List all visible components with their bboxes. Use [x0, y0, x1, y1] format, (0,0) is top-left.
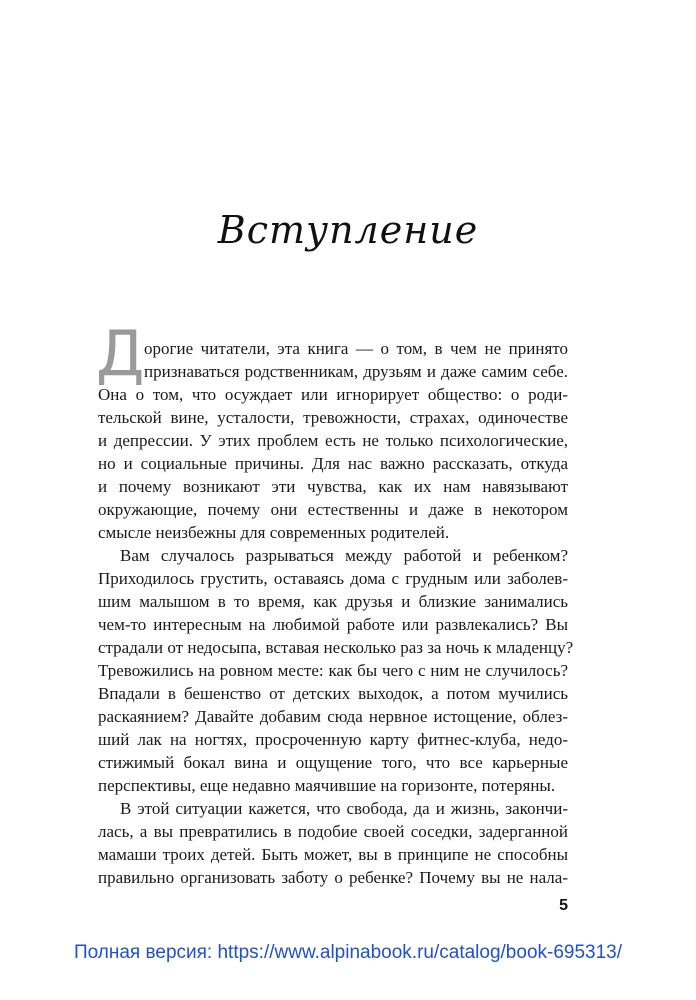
- text-line: Приходилось грустить, оставаясь дома с грудным или заболев-: [98, 569, 568, 588]
- text-line: и почему возникают эти чувства, как их нам навязывают: [98, 477, 568, 496]
- text-line: признаваться родственникам, друзьям и даже самим себе.: [144, 362, 568, 381]
- text-line: тельской вине, усталости, тревожности, страхах, одиночестве: [98, 408, 568, 427]
- text-line: орогие читатели, эта книга — о том, в чем не принято: [144, 339, 568, 358]
- text-line: страдали от недосыпа, вставая несколько раз за ночь к младенцу?: [98, 638, 574, 657]
- page-number: 5: [559, 897, 568, 914]
- text-line: ший лак на ногтях, просроченную карту фитнес-клуба, недо-: [98, 730, 568, 749]
- text-line: лась, а вы превратились в подобие своей соседки, задерганной: [98, 822, 568, 841]
- text-line: Она о том, что осуждает или игнорирует общество: о роди-: [98, 385, 568, 404]
- text-line: Тревожились на ровном месте: как бы чего с ним не случилось?: [98, 661, 568, 680]
- text-line: шим малышом в то время, как друзья и близкие занимались: [98, 592, 568, 611]
- text-line: правильно организовать заботу о ребенке? Почему вы не нала-: [98, 868, 568, 887]
- text-line: стижимый бокал вина и ощущение того, что все карьерные: [98, 753, 568, 772]
- text-line: В этой ситуации кажется, что свобода, да и жизнь, закончи-: [120, 799, 568, 818]
- text-line: но и социальные причины. Для нас важно рассказать, откуда: [98, 454, 568, 473]
- drop-cap-letter: Д: [96, 317, 145, 390]
- full-version-link[interactable]: Полная версия: https://www.alpinabook.ru/catalog/book-695313/: [73, 942, 623, 963]
- text-line: раскаянием? Давайте добавим сюда нервное истощение, облез-: [98, 707, 568, 726]
- text-line: чем-то интересным на любимой работе или развлекались? Вы: [98, 615, 568, 634]
- text-line: окружающие, почему они естественны и даже в некотором: [98, 500, 568, 519]
- chapter-title: Вступление: [217, 208, 479, 252]
- text-line: смысле неизбежны для современных родителей.: [98, 523, 450, 542]
- text-line: Вам случалось разрываться между работой и ребенком?: [120, 546, 568, 565]
- text-line: мамаши троих детей. Быть может, вы в принципе не способны: [98, 845, 568, 864]
- text-line: Впадали в бешенство от детских выходок, а потом мучились: [98, 684, 568, 703]
- text-line: перспективы, еще недавно маячившие на горизонте, потеряны.: [98, 776, 556, 795]
- text-line: и депрессии. У этих проблем есть не только психологические,: [98, 431, 568, 450]
